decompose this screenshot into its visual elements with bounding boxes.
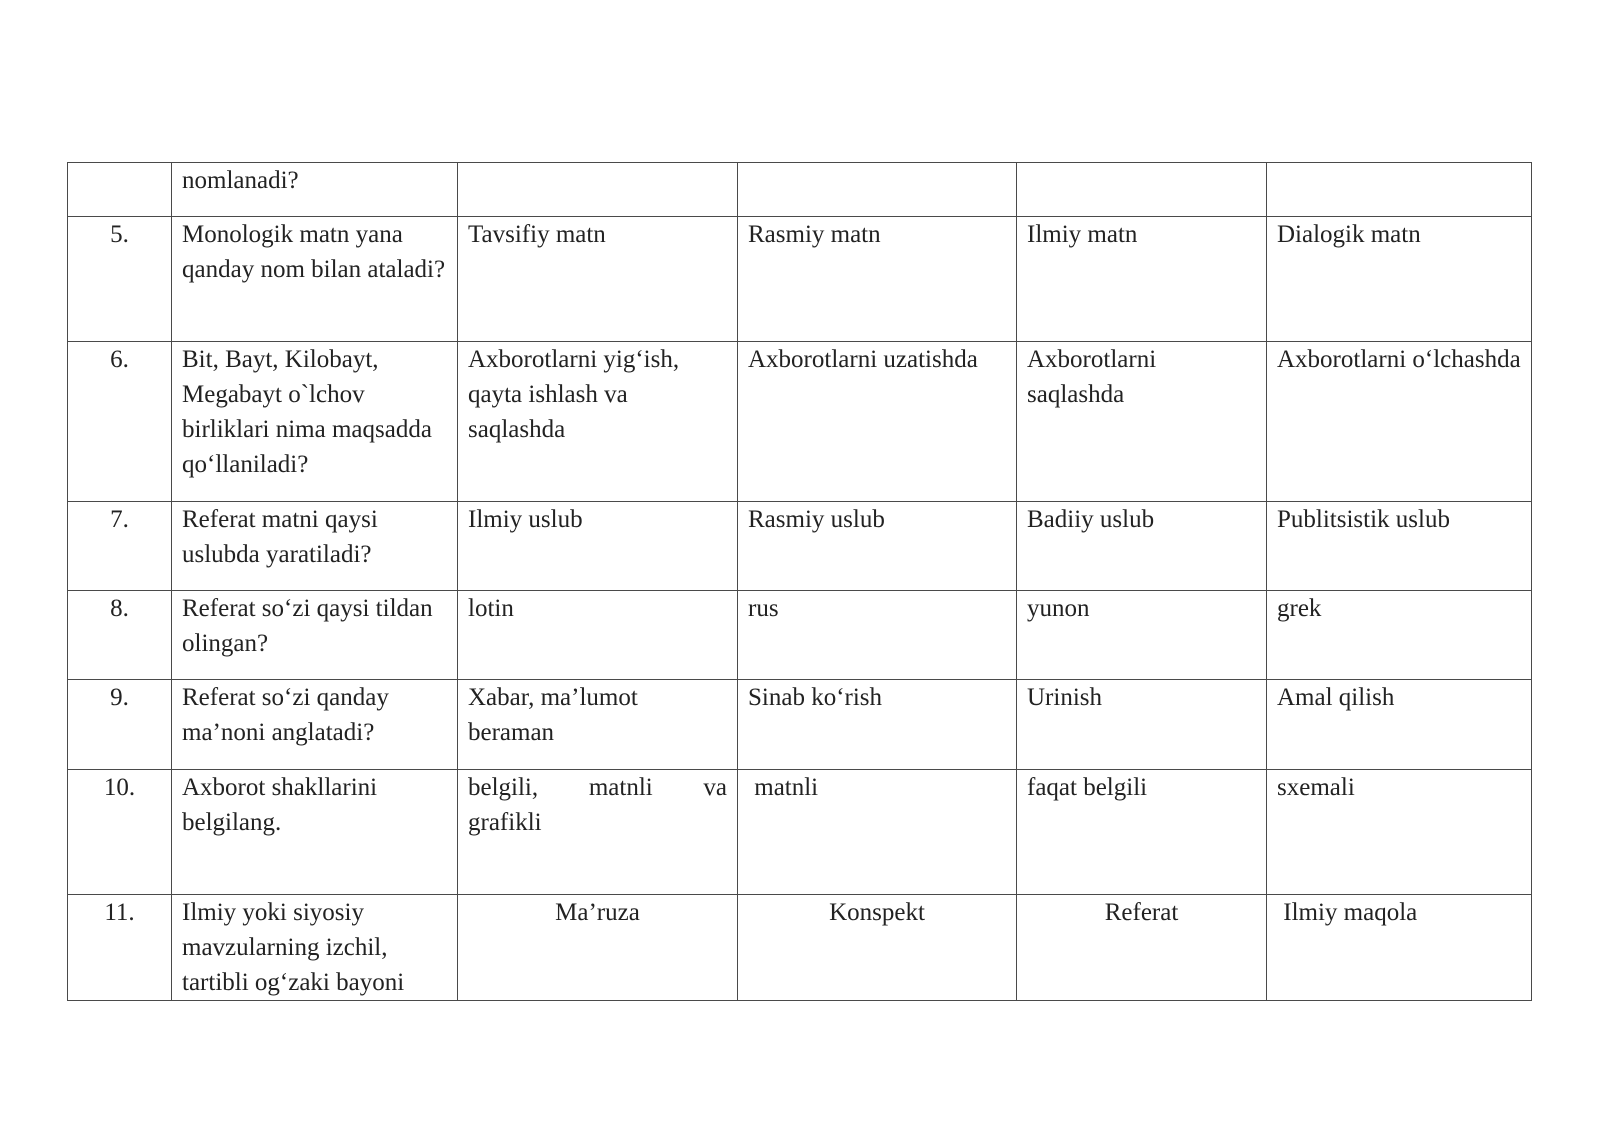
answer-b: Sinab ko‘rish (738, 680, 1017, 770)
answer-d: sxemali (1267, 770, 1532, 895)
answer-b: Konspekt (738, 895, 1017, 1001)
answer-d: Dialogik matn (1267, 217, 1532, 342)
answer-d: Amal qilish (1267, 680, 1532, 770)
answer-b: rus (738, 591, 1017, 680)
answer-c: faqat belgili (1017, 770, 1267, 895)
answer-a (458, 163, 738, 217)
answer-b: Rasmiy uslub (738, 502, 1017, 591)
question-number: 10. (68, 770, 172, 895)
answer-a: Tavsifiy matn (458, 217, 738, 342)
question-text: nomlanadi? (172, 163, 458, 217)
answer-b: Axborotlarni uzatishda (738, 342, 1017, 502)
answer-a: Ma’ruza (458, 895, 738, 1001)
table-row (68, 591, 1532, 680)
question-number: 7. (68, 502, 172, 591)
question-number: 6. (68, 342, 172, 502)
answer-b: matnli (738, 770, 1017, 895)
answer-b: Rasmiy matn (738, 217, 1017, 342)
question-number: 5. (68, 217, 172, 342)
table-row (68, 770, 1532, 895)
answer-c (1017, 163, 1267, 217)
answer-d: grek (1267, 591, 1532, 680)
answer-c: Badiiy uslub (1017, 502, 1267, 591)
answer-a: lotin (458, 591, 738, 680)
answer-a: Ilmiy uslub (458, 502, 738, 591)
answer-c: Axborotlarni saqlashda (1017, 342, 1267, 502)
table-row (68, 502, 1532, 591)
answer-a: Xabar, ma’lumot beraman (458, 680, 738, 770)
question-text: Monologik matn yana qanday nom bilan ataladi? (172, 217, 458, 342)
answer-b (738, 163, 1017, 217)
answer-c: Urinish (1017, 680, 1267, 770)
question-number: 8. (68, 591, 172, 680)
question-number: 11. (68, 895, 172, 1001)
question-text: Bit, Bayt, Kilobayt, Megabayt o`lchov birliklari nima maqsadda qo‘llaniladi? (172, 342, 458, 502)
answer-c: yunon (1017, 591, 1267, 680)
answer-a (458, 770, 738, 895)
table-row (68, 895, 1532, 1001)
answer-d: Ilmiy maqola (1267, 895, 1532, 1001)
question-text: Referat matni qaysi uslubda yaratiladi? (172, 502, 458, 591)
table-row (68, 217, 1532, 342)
question-text: Referat so‘zi qanday ma’noni anglatadi? (172, 680, 458, 770)
answer-d (1267, 163, 1532, 217)
question-text: Ilmiy yoki siyosiy mavzularning izchil, tartibli og‘zaki bayoni (172, 895, 458, 1001)
table-row (68, 680, 1532, 770)
quiz-table (67, 162, 1532, 1001)
question-number: 9. (68, 680, 172, 770)
answer-a-line: grafikli (468, 809, 542, 836)
table-row (68, 163, 1532, 217)
answer-d: Publitsistik uslub (1267, 502, 1532, 591)
table-row (68, 342, 1532, 502)
answer-a-line: belgili, matnli va (468, 774, 727, 801)
answer-a: Axborotlarni yig‘ish, qayta ishlash va saqlashda (458, 342, 738, 502)
answer-c: Ilmiy matn (1017, 217, 1267, 342)
answer-d: Axborotlarni o‘lchashda (1267, 342, 1532, 502)
question-number (68, 163, 172, 217)
answer-c: Referat (1017, 895, 1267, 1001)
question-text: Referat so‘zi qaysi tildan olingan? (172, 591, 458, 680)
question-text: Axborot shakllarini belgilang. (172, 770, 458, 895)
